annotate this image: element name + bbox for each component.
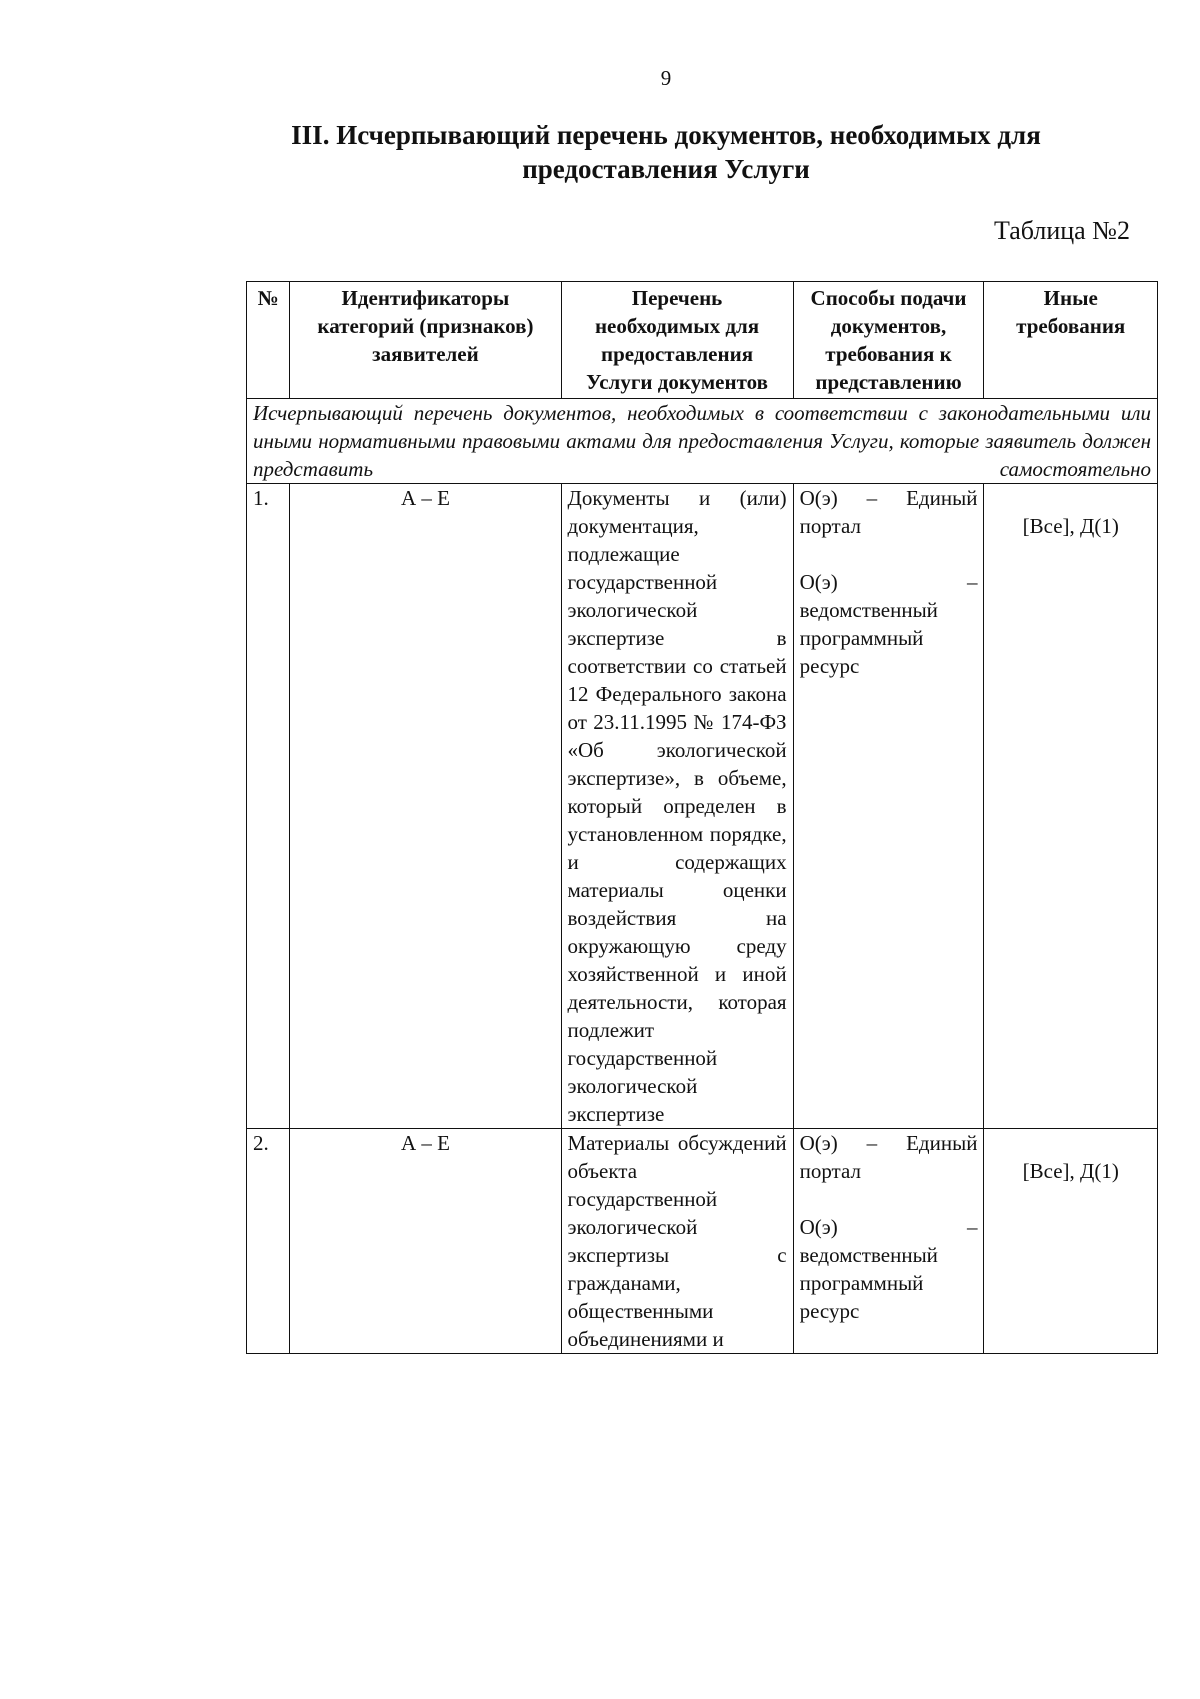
- header-number: №: [247, 282, 290, 399]
- row-submission-ways: [793, 1129, 984, 1354]
- page-number: 9: [660, 66, 672, 90]
- table-header-row: [247, 282, 1158, 399]
- spacer: [800, 1185, 978, 1213]
- submission-way-resource: О(э) – ведомственный программный ресурс: [799, 1215, 978, 1323]
- table-row: [247, 484, 1158, 1129]
- row-categories: А – Е: [290, 1129, 561, 1354]
- row-documents: Материалы обсуждений объекта государственной экологической экспертизы с гражданами, общественными объединениями и: [561, 1129, 793, 1354]
- row-documents: Документы и (или) документация, подлежащие государственной экологической экспертизе в соответствии со статьей 12 Федерального закона от 23.11.1995 № 174-ФЗ «Об экологической экспертизе», в объеме, который определен в установленном порядке, и содержащих материалы оценки воздействия на окружающую среду хозяйственной и иной деятельности, которая подлежит государственной экологической экспертизе: [561, 484, 793, 1129]
- submission-way-portal: О(э) – Единый портал: [799, 1131, 978, 1183]
- section-heading-row: [247, 399, 1158, 484]
- submission-way-portal: О(э) – Единый портал: [799, 486, 978, 538]
- section-heading: Исчерпывающий перечень документов, необходимых в соответствии с законодательными или иными нормативными правовыми актами для предоставления Услуги, которые заявитель должен представить самостоятельно: [247, 399, 1158, 484]
- row-number: 2.: [247, 1129, 290, 1354]
- page-title: III. Исчерпывающий перечень документов, необходимых для предоставления Услуги: [291, 120, 1041, 184]
- table-row: [247, 1129, 1158, 1354]
- spacer: [800, 540, 978, 568]
- row-other-requirements: [Все], Д(1): [984, 484, 1158, 1129]
- row-categories: А – Е: [290, 484, 561, 1129]
- header-other-requirements: Иные требования: [984, 282, 1158, 399]
- row-submission-ways: [793, 484, 984, 1129]
- row-other-requirements: [Все], Д(1): [984, 1129, 1158, 1354]
- header-submission-ways: Способы подачи документов, требования к представлению: [793, 282, 984, 399]
- row-number: 1.: [247, 484, 290, 1129]
- documents-table: [246, 281, 1158, 1354]
- submission-way-resource: О(э) – ведомственный программный ресурс: [799, 570, 978, 678]
- header-categories: Идентификаторы категорий (признаков) заявителей: [290, 282, 561, 399]
- header-documents: Перечень необходимых для предоставления Услуги документов: [561, 282, 793, 399]
- table-label: Таблица №2: [993, 216, 1130, 245]
